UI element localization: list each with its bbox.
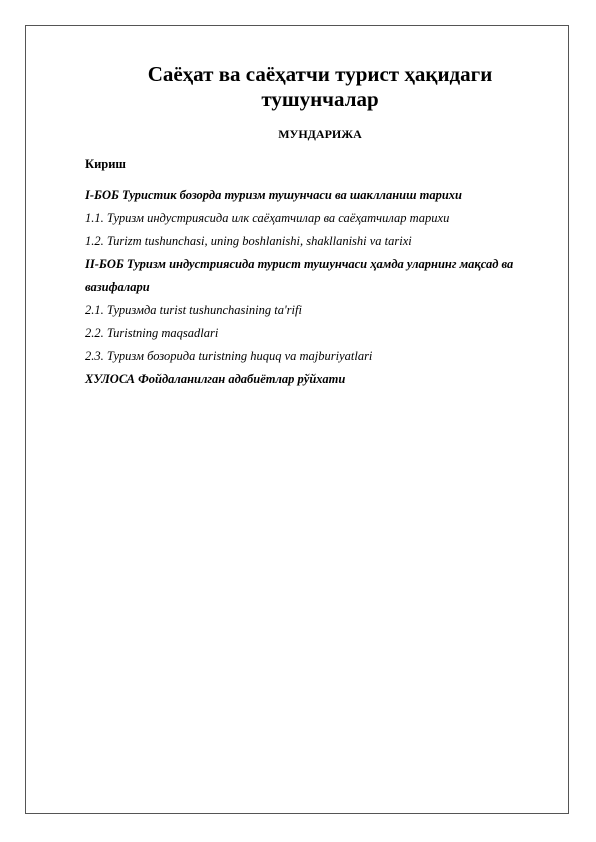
toc-item-chapter-1: I-БОБ Туристик бозорда туризм тушунчаси ва шаклланиш тарихи <box>85 188 463 202</box>
contents-heading: МУНДАРИЖА <box>278 127 362 141</box>
toc-item-chapter-2: II-БОБ Туризм индустриясида турист тушунчаси ҳамда уларнинг мақсад ва вазифалари <box>85 257 514 294</box>
toc-item-conclusion: ХУЛОСА Фойдаланилган адабиётлар рўйхати <box>85 372 346 386</box>
toc-item-intro: Кириш <box>85 157 126 171</box>
document-title: Саёҳат ва саёҳатчи турист ҳақидаги тушунчалар <box>147 62 493 111</box>
page-border <box>25 25 569 814</box>
toc-item-1-1: 1.1. Туризм индустриясида илк саёҳатчилар ва саёҳатчилар тарихи <box>85 211 450 225</box>
toc-item-2-1: 2.1. Туризмда turist tushunchasining ta'rifi <box>85 303 302 317</box>
toc-item-2-3: 2.3. Туризм бозорида turistning huquq va majburiyatlari <box>85 349 373 363</box>
toc-item-1-2: 1.2. Turizm tushunchasi, uning boshlanishi, shakllanishi va tarixi <box>85 234 412 248</box>
toc-item-2-2: 2.2. Turistning maqsadlari <box>85 326 219 340</box>
table-of-contents <box>85 153 555 391</box>
